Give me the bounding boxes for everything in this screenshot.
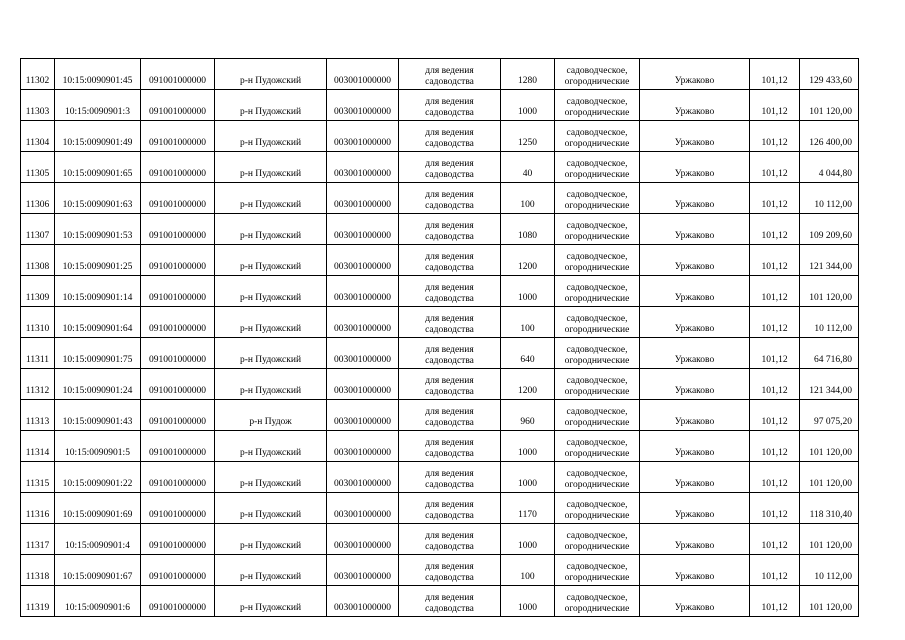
permitted-use-cell	[399, 90, 501, 121]
table-row	[21, 555, 859, 586]
cadastral-number-cell: 10:15:0090901:63	[55, 183, 141, 214]
category-line-1: садоводческое,	[566, 593, 628, 603]
cadastral-value-cell: 121 344,00	[800, 369, 859, 400]
specific-value-cell: 101,12	[750, 524, 800, 555]
oktmo-code-cell: 091001000000	[141, 152, 215, 183]
category-cell	[555, 369, 640, 400]
area-cell: 1200	[501, 369, 555, 400]
table-row	[21, 214, 859, 245]
permitted-use-line-1: для ведения	[425, 190, 474, 200]
category-line-2: огороднические	[564, 201, 630, 211]
category-cell	[555, 555, 640, 586]
cadastral-value-cell: 101 120,00	[800, 90, 859, 121]
row-number-cell: 11302	[21, 59, 55, 90]
category-line-1: садоводческое,	[566, 376, 628, 386]
category-line-1: садоводческое,	[566, 128, 628, 138]
cadastral-number-cell: 10:15:0090901:4	[55, 524, 141, 555]
row-number-cell: 11304	[21, 121, 55, 152]
oktmo-code-cell: 091001000000	[141, 586, 215, 617]
settlement-code-cell: 003001000000	[327, 307, 399, 338]
category-cell	[555, 493, 640, 524]
permitted-use-line-2: садоводства	[425, 77, 474, 87]
permitted-use-line-1: для ведения	[425, 66, 474, 76]
locality-cell: Уржаково	[640, 493, 750, 524]
category-line-1: садоводческое,	[566, 531, 628, 541]
specific-value-cell: 101,12	[750, 152, 800, 183]
permitted-use-line-2: садоводства	[425, 201, 474, 211]
category-line-1: садоводческое,	[566, 345, 628, 355]
category-cell	[555, 245, 640, 276]
permitted-use-cell	[399, 276, 501, 307]
category-line-1: садоводческое,	[566, 252, 628, 262]
locality-cell: Уржаково	[640, 245, 750, 276]
locality-cell: Уржаково	[640, 183, 750, 214]
permitted-use-line-2: садоводства	[425, 356, 474, 366]
settlement-code-cell: 003001000000	[327, 214, 399, 245]
cadastral-value-cell: 101 120,00	[800, 431, 859, 462]
settlement-code-cell: 003001000000	[327, 555, 399, 586]
permitted-use-line-2: садоводства	[425, 418, 474, 428]
district-cell: р-н Пудожский	[215, 121, 327, 152]
permitted-use-cell	[399, 214, 501, 245]
settlement-code-cell: 003001000000	[327, 462, 399, 493]
settlement-code-cell: 003001000000	[327, 276, 399, 307]
permitted-use-cell	[399, 121, 501, 152]
permitted-use-cell	[399, 586, 501, 617]
permitted-use-line-1: для ведения	[425, 128, 474, 138]
category-line-2: огороднические	[564, 263, 630, 273]
cadastral-value-cell: 121 344,00	[800, 245, 859, 276]
category-cell	[555, 152, 640, 183]
category-line-1: садоводческое,	[566, 66, 628, 76]
specific-value-cell: 101,12	[750, 245, 800, 276]
table-row	[21, 59, 859, 90]
permitted-use-line-2: садоводства	[425, 294, 474, 304]
category-line-2: огороднические	[564, 604, 630, 614]
permitted-use-cell	[399, 493, 501, 524]
district-cell: р-н Пудожский	[215, 276, 327, 307]
area-cell: 100	[501, 307, 555, 338]
category-line-2: огороднические	[564, 325, 630, 335]
district-cell: р-н Пудожский	[215, 462, 327, 493]
settlement-code-cell: 003001000000	[327, 586, 399, 617]
category-cell	[555, 307, 640, 338]
category-cell	[555, 400, 640, 431]
row-number-cell: 11318	[21, 555, 55, 586]
area-cell: 1200	[501, 245, 555, 276]
category-cell	[555, 183, 640, 214]
cadastral-number-cell: 10:15:0090901:43	[55, 400, 141, 431]
table-body	[21, 59, 859, 617]
cadastral-number-cell: 10:15:0090901:6	[55, 586, 141, 617]
oktmo-code-cell: 091001000000	[141, 462, 215, 493]
permitted-use-line-2: садоводства	[425, 449, 474, 459]
area-cell: 1080	[501, 214, 555, 245]
category-line-2: огороднические	[564, 573, 630, 583]
permitted-use-line-1: для ведения	[425, 159, 474, 169]
permitted-use-cell	[399, 183, 501, 214]
cadastral-number-cell: 10:15:0090901:49	[55, 121, 141, 152]
row-number-cell: 11312	[21, 369, 55, 400]
permitted-use-cell	[399, 338, 501, 369]
category-line-2: огороднические	[564, 480, 630, 490]
table-row	[21, 276, 859, 307]
locality-cell: Уржаково	[640, 121, 750, 152]
category-line-1: садоводческое,	[566, 283, 628, 293]
specific-value-cell: 101,12	[750, 121, 800, 152]
permitted-use-line-2: садоводства	[425, 108, 474, 118]
locality-cell: Уржаково	[640, 276, 750, 307]
category-line-1: садоводческое,	[566, 438, 628, 448]
cadastral-value-cell: 10 112,00	[800, 183, 859, 214]
locality-cell: Уржаково	[640, 431, 750, 462]
cadastral-value-cell: 64 716,80	[800, 338, 859, 369]
district-cell: р-н Пудожский	[215, 90, 327, 121]
oktmo-code-cell: 091001000000	[141, 59, 215, 90]
cadastral-value-cell: 10 112,00	[800, 555, 859, 586]
category-cell	[555, 524, 640, 555]
locality-cell: Уржаково	[640, 524, 750, 555]
row-number-cell: 11303	[21, 90, 55, 121]
row-number-cell: 11308	[21, 245, 55, 276]
row-number-cell: 11311	[21, 338, 55, 369]
category-line-2: огороднические	[564, 170, 630, 180]
settlement-code-cell: 003001000000	[327, 183, 399, 214]
oktmo-code-cell: 091001000000	[141, 245, 215, 276]
row-number-cell: 11305	[21, 152, 55, 183]
permitted-use-cell	[399, 431, 501, 462]
permitted-use-line-2: садоводства	[425, 604, 474, 614]
oktmo-code-cell: 091001000000	[141, 183, 215, 214]
settlement-code-cell: 003001000000	[327, 245, 399, 276]
permitted-use-line-2: садоводства	[425, 139, 474, 149]
district-cell: р-н Пудожский	[215, 214, 327, 245]
cadastral-number-cell: 10:15:0090901:5	[55, 431, 141, 462]
permitted-use-line-1: для ведения	[425, 593, 474, 603]
cadastral-number-cell: 10:15:0090901:45	[55, 59, 141, 90]
row-number-cell: 11306	[21, 183, 55, 214]
cadastral-number-cell: 10:15:0090901:69	[55, 493, 141, 524]
permitted-use-line-2: садоводства	[425, 480, 474, 490]
category-cell	[555, 431, 640, 462]
oktmo-code-cell: 091001000000	[141, 400, 215, 431]
permitted-use-line-2: садоводства	[425, 263, 474, 273]
permitted-use-line-1: для ведения	[425, 97, 474, 107]
specific-value-cell: 101,12	[750, 338, 800, 369]
cadastral-value-cell: 10 112,00	[800, 307, 859, 338]
permitted-use-line-1: для ведения	[425, 252, 474, 262]
cadastral-number-cell: 10:15:0090901:14	[55, 276, 141, 307]
permitted-use-line-2: садоводства	[425, 387, 474, 397]
table-row	[21, 369, 859, 400]
cadastral-number-cell: 10:15:0090901:24	[55, 369, 141, 400]
specific-value-cell: 101,12	[750, 493, 800, 524]
category-cell	[555, 338, 640, 369]
cadastral-number-cell: 10:15:0090901:22	[55, 462, 141, 493]
category-line-2: огороднические	[564, 542, 630, 552]
specific-value-cell: 101,12	[750, 586, 800, 617]
permitted-use-cell	[399, 245, 501, 276]
settlement-code-cell: 003001000000	[327, 90, 399, 121]
category-line-2: огороднические	[564, 108, 630, 118]
table-row	[21, 431, 859, 462]
district-cell: р-н Пудожский	[215, 555, 327, 586]
area-cell: 100	[501, 555, 555, 586]
area-cell: 1280	[501, 59, 555, 90]
area-cell: 40	[501, 152, 555, 183]
category-line-2: огороднические	[564, 511, 630, 521]
category-line-2: огороднические	[564, 387, 630, 397]
cadastral-value-cell: 4 044,80	[800, 152, 859, 183]
area-cell: 1000	[501, 462, 555, 493]
row-number-cell: 11307	[21, 214, 55, 245]
permitted-use-line-1: для ведения	[425, 407, 474, 417]
specific-value-cell: 101,12	[750, 90, 800, 121]
district-cell: р-н Пудожский	[215, 493, 327, 524]
cadastral-value-cell: 126 400,00	[800, 121, 859, 152]
table-row	[21, 338, 859, 369]
table-row	[21, 493, 859, 524]
permitted-use-cell	[399, 307, 501, 338]
locality-cell: Уржаково	[640, 338, 750, 369]
district-cell: р-н Пудожский	[215, 586, 327, 617]
locality-cell: Уржаково	[640, 586, 750, 617]
cadastral-value-cell: 101 120,00	[800, 462, 859, 493]
permitted-use-line-1: для ведения	[425, 345, 474, 355]
table-row	[21, 90, 859, 121]
locality-cell: Уржаково	[640, 369, 750, 400]
locality-cell: Уржаково	[640, 307, 750, 338]
district-cell: р-н Пудож	[215, 400, 327, 431]
cadastral-number-cell: 10:15:0090901:67	[55, 555, 141, 586]
cadastral-number-cell: 10:15:0090901:25	[55, 245, 141, 276]
category-line-1: садоводческое,	[566, 500, 628, 510]
specific-value-cell: 101,12	[750, 462, 800, 493]
category-cell	[555, 90, 640, 121]
oktmo-code-cell: 091001000000	[141, 214, 215, 245]
district-cell: р-н Пудожский	[215, 369, 327, 400]
oktmo-code-cell: 091001000000	[141, 338, 215, 369]
permitted-use-line-1: для ведения	[425, 314, 474, 324]
locality-cell: Уржаково	[640, 555, 750, 586]
locality-cell: Уржаково	[640, 152, 750, 183]
settlement-code-cell: 003001000000	[327, 152, 399, 183]
oktmo-code-cell: 091001000000	[141, 431, 215, 462]
table-row	[21, 245, 859, 276]
category-line-1: садоводческое,	[566, 221, 628, 231]
permitted-use-cell	[399, 524, 501, 555]
settlement-code-cell: 003001000000	[327, 493, 399, 524]
permitted-use-line-2: садоводства	[425, 542, 474, 552]
area-cell: 1000	[501, 431, 555, 462]
category-cell	[555, 276, 640, 307]
table-row	[21, 307, 859, 338]
category-line-1: садоводческое,	[566, 314, 628, 324]
permitted-use-cell	[399, 400, 501, 431]
category-line-1: садоводческое,	[566, 562, 628, 572]
permitted-use-cell	[399, 462, 501, 493]
permitted-use-line-1: для ведения	[425, 531, 474, 541]
area-cell: 1000	[501, 90, 555, 121]
settlement-code-cell: 003001000000	[327, 121, 399, 152]
category-cell	[555, 214, 640, 245]
area-cell: 1170	[501, 493, 555, 524]
specific-value-cell: 101,12	[750, 307, 800, 338]
category-line-2: огороднические	[564, 139, 630, 149]
category-line-2: огороднические	[564, 77, 630, 87]
area-cell: 640	[501, 338, 555, 369]
permitted-use-line-2: садоводства	[425, 170, 474, 180]
category-line-1: садоводческое,	[566, 469, 628, 479]
permitted-use-cell	[399, 152, 501, 183]
category-line-1: садоводческое,	[566, 190, 628, 200]
settlement-code-cell: 003001000000	[327, 431, 399, 462]
locality-cell: Уржаково	[640, 214, 750, 245]
table-row	[21, 462, 859, 493]
permitted-use-line-1: для ведения	[425, 376, 474, 386]
district-cell: р-н Пудожский	[215, 338, 327, 369]
specific-value-cell: 101,12	[750, 555, 800, 586]
row-number-cell: 11319	[21, 586, 55, 617]
oktmo-code-cell: 091001000000	[141, 524, 215, 555]
permitted-use-line-2: садоводства	[425, 511, 474, 521]
oktmo-code-cell: 091001000000	[141, 555, 215, 586]
category-cell	[555, 121, 640, 152]
permitted-use-cell	[399, 555, 501, 586]
cadastral-number-cell: 10:15:0090901:65	[55, 152, 141, 183]
oktmo-code-cell: 091001000000	[141, 493, 215, 524]
table-row	[21, 400, 859, 431]
oktmo-code-cell: 091001000000	[141, 369, 215, 400]
specific-value-cell: 101,12	[750, 214, 800, 245]
locality-cell: Уржаково	[640, 400, 750, 431]
district-cell: р-н Пудожский	[215, 59, 327, 90]
area-cell: 1000	[501, 276, 555, 307]
category-cell	[555, 59, 640, 90]
settlement-code-cell: 003001000000	[327, 338, 399, 369]
permitted-use-line-1: для ведения	[425, 221, 474, 231]
cadastral-value-cell: 101 120,00	[800, 524, 859, 555]
specific-value-cell: 101,12	[750, 183, 800, 214]
settlement-code-cell: 003001000000	[327, 400, 399, 431]
cadastral-value-cell: 101 120,00	[800, 586, 859, 617]
cadastral-value-cell: 118 310,40	[800, 493, 859, 524]
category-line-2: огороднические	[564, 449, 630, 459]
permitted-use-line-1: для ведения	[425, 500, 474, 510]
category-line-2: огороднические	[564, 356, 630, 366]
cadastral-number-cell: 10:15:0090901:75	[55, 338, 141, 369]
locality-cell: Уржаково	[640, 59, 750, 90]
row-number-cell: 11316	[21, 493, 55, 524]
row-number-cell: 11313	[21, 400, 55, 431]
category-cell	[555, 586, 640, 617]
district-cell: р-н Пудожский	[215, 152, 327, 183]
category-line-1: садоводческое,	[566, 97, 628, 107]
cadastral-value-table	[20, 58, 859, 617]
district-cell: р-н Пудожский	[215, 245, 327, 276]
settlement-code-cell: 003001000000	[327, 59, 399, 90]
specific-value-cell: 101,12	[750, 431, 800, 462]
cadastral-value-cell: 129 433,60	[800, 59, 859, 90]
area-cell: 1000	[501, 586, 555, 617]
cadastral-value-cell: 101 120,00	[800, 276, 859, 307]
permitted-use-line-1: для ведения	[425, 469, 474, 479]
district-cell: р-н Пудожский	[215, 524, 327, 555]
permitted-use-line-2: садоводства	[425, 232, 474, 242]
oktmo-code-cell: 091001000000	[141, 121, 215, 152]
cadastral-number-cell: 10:15:0090901:64	[55, 307, 141, 338]
category-line-2: огороднические	[564, 232, 630, 242]
oktmo-code-cell: 091001000000	[141, 276, 215, 307]
cadastral-value-cell: 97 075,20	[800, 400, 859, 431]
settlement-code-cell: 003001000000	[327, 524, 399, 555]
area-cell: 100	[501, 183, 555, 214]
row-number-cell: 11315	[21, 462, 55, 493]
cadastral-value-cell: 109 209,60	[800, 214, 859, 245]
table-row	[21, 524, 859, 555]
locality-cell: Уржаково	[640, 90, 750, 121]
permitted-use-cell	[399, 369, 501, 400]
specific-value-cell: 101,12	[750, 369, 800, 400]
oktmo-code-cell: 091001000000	[141, 307, 215, 338]
cadastral-number-cell: 10:15:0090901:53	[55, 214, 141, 245]
row-number-cell: 11310	[21, 307, 55, 338]
table-row	[21, 152, 859, 183]
district-cell: р-н Пудожский	[215, 183, 327, 214]
category-line-1: садоводческое,	[566, 407, 628, 417]
table-row	[21, 183, 859, 214]
table-row	[21, 586, 859, 617]
specific-value-cell: 101,12	[750, 400, 800, 431]
settlement-code-cell: 003001000000	[327, 369, 399, 400]
oktmo-code-cell: 091001000000	[141, 90, 215, 121]
specific-value-cell: 101,12	[750, 276, 800, 307]
area-cell: 960	[501, 400, 555, 431]
permitted-use-cell	[399, 59, 501, 90]
permitted-use-line-1: для ведения	[425, 438, 474, 448]
area-cell: 1250	[501, 121, 555, 152]
specific-value-cell: 101,12	[750, 59, 800, 90]
area-cell: 1000	[501, 524, 555, 555]
permitted-use-line-2: садоводства	[425, 573, 474, 583]
row-number-cell: 11317	[21, 524, 55, 555]
district-cell: р-н Пудожский	[215, 431, 327, 462]
category-line-2: огороднические	[564, 418, 630, 428]
permitted-use-line-1: для ведения	[425, 562, 474, 572]
category-cell	[555, 462, 640, 493]
permitted-use-line-2: садоводства	[425, 325, 474, 335]
category-line-1: садоводческое,	[566, 159, 628, 169]
permitted-use-line-1: для ведения	[425, 283, 474, 293]
cadastral-number-cell: 10:15:0090901:3	[55, 90, 141, 121]
table-row	[21, 121, 859, 152]
row-number-cell: 11314	[21, 431, 55, 462]
row-number-cell: 11309	[21, 276, 55, 307]
district-cell: р-н Пудожский	[215, 307, 327, 338]
category-line-2: огороднические	[564, 294, 630, 304]
locality-cell: Уржаково	[640, 462, 750, 493]
